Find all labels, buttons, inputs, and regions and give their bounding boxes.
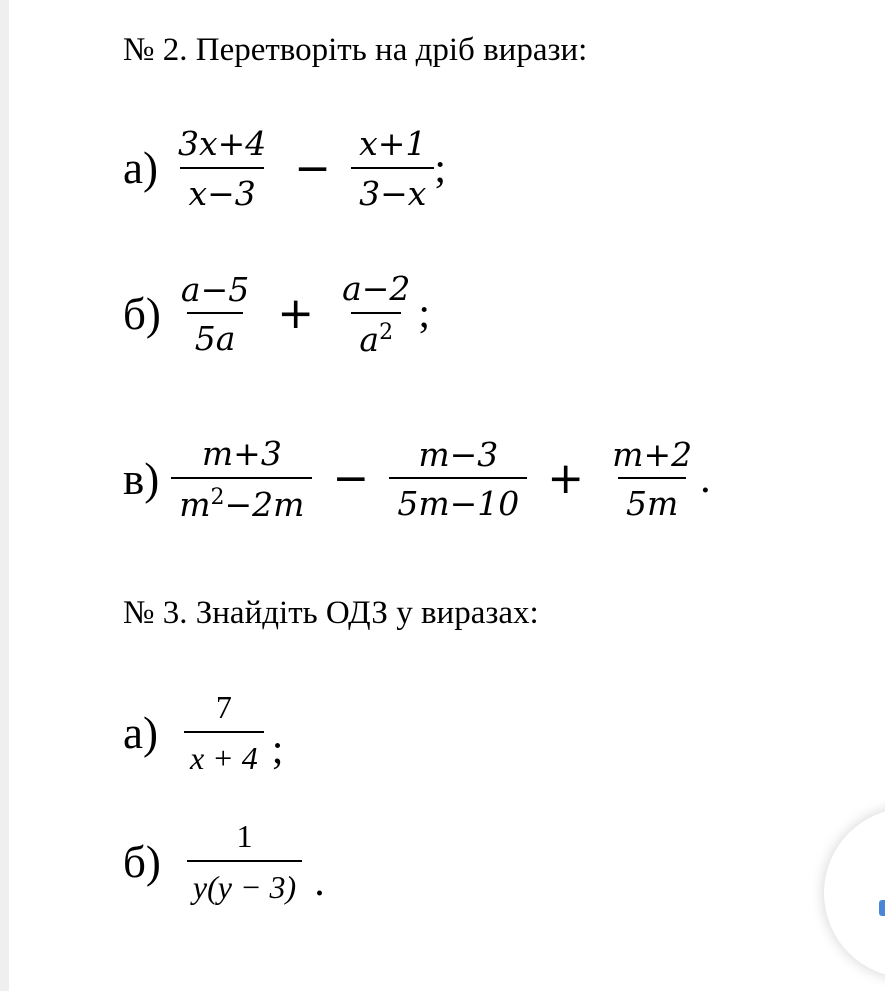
task-3b-expression bbox=[123, 818, 325, 906]
fraction-denominator: 5a bbox=[187, 312, 244, 358]
fraction-denominator: 5m bbox=[618, 477, 686, 523]
plus-operator: + bbox=[277, 288, 315, 340]
plus-operator: + bbox=[547, 453, 585, 505]
task-3a-expression bbox=[123, 690, 283, 776]
fraction-numerator: m−3 bbox=[418, 434, 499, 474]
fraction-numerator: m+2 bbox=[612, 434, 693, 474]
semicolon: ; bbox=[434, 145, 447, 192]
fraction-numerator: x+1 bbox=[359, 124, 427, 163]
fraction-denominator bbox=[171, 477, 312, 524]
power-base: m bbox=[179, 484, 211, 524]
task-2-heading: № 2. Перетворіть на дріб вирази: bbox=[123, 32, 588, 68]
task-3a-label: а) bbox=[123, 707, 158, 758]
task-2v-label: в) bbox=[123, 453, 160, 504]
fraction-numerator: 3x+4 bbox=[177, 124, 267, 163]
task-2v-expression bbox=[123, 435, 711, 524]
fraction-2v-2 bbox=[389, 436, 527, 524]
period: . bbox=[314, 859, 325, 905]
power-base: a bbox=[359, 319, 380, 359]
fraction-numerator: a−2 bbox=[342, 269, 411, 308]
fraction-2b-2 bbox=[334, 270, 418, 359]
minus-operator: − bbox=[294, 142, 332, 194]
fraction-denominator: x−3 bbox=[180, 167, 263, 213]
fraction-3b bbox=[187, 819, 302, 905]
semicolon: ; bbox=[418, 291, 431, 338]
left-edge-bar bbox=[0, 0, 9, 991]
task-3-heading: № 3. Знайдіть ОДЗ у виразах: bbox=[123, 595, 539, 631]
fraction-denominator: x + 4 bbox=[184, 731, 264, 776]
task-2b-expression bbox=[123, 270, 430, 359]
fraction-numerator: 7 bbox=[215, 689, 232, 725]
fraction-denominator: 5m−10 bbox=[389, 477, 527, 523]
semicolon: ; bbox=[271, 727, 284, 774]
bookmark-icon bbox=[879, 900, 885, 916]
power-exponent: 2 bbox=[210, 484, 225, 510]
fraction-3a bbox=[184, 690, 264, 776]
fraction-2a-1 bbox=[170, 125, 274, 213]
fraction-denominator: y(y − 3) bbox=[187, 860, 302, 905]
task-2a-label: а) bbox=[123, 143, 158, 194]
power-exponent: 2 bbox=[379, 319, 394, 345]
fraction-denominator bbox=[351, 312, 401, 359]
task-2a-expression bbox=[123, 125, 446, 213]
denominator-rest: −2m bbox=[224, 484, 305, 524]
fraction-denominator: 3−x bbox=[351, 167, 434, 213]
fraction-numerator: a−5 bbox=[180, 269, 250, 309]
fraction-numerator: 1 bbox=[236, 817, 253, 854]
task-3b-label: б) bbox=[123, 836, 161, 887]
fraction-2b-1 bbox=[173, 271, 257, 359]
fraction-2a-2 bbox=[351, 125, 434, 213]
minus-operator: − bbox=[332, 453, 370, 505]
fraction-numerator: m+3 bbox=[201, 434, 282, 473]
period: . bbox=[700, 456, 711, 503]
task-2b-label: б) bbox=[123, 288, 161, 339]
fraction-2v-3 bbox=[604, 436, 700, 524]
floating-action-button[interactable] bbox=[824, 808, 885, 978]
fraction-2v-1 bbox=[171, 435, 312, 524]
